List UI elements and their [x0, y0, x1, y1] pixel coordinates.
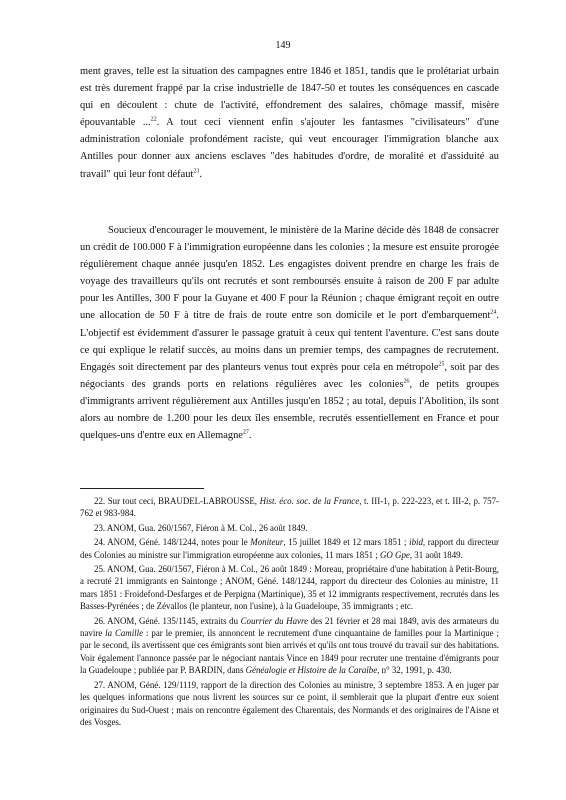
paragraph-text: . A tout ceci viennent enfin s'ajouter les fantasmes "civilisateurs" d'une administration coloniale profondément raciste, qui veut encourager l'immigration blanche aux Antilles pour donner aux anciens esclaves "des habitudes d'ordre, de moralité et d'assiduité au travail" qui leur font défaut: [80, 117, 499, 180]
footnote-text: , 15 juillet 1849 et 12 mars 1851 ;: [283, 537, 410, 548]
footnote-ref-25[interactable]: 25: [438, 361, 445, 368]
footnote-23: 23. ANOM, Gua. 260/1567, Fiéron à M. Col., 26 août 1849.: [94, 522, 308, 533]
footnote-text: , t. III-1, p. 222-223, et t. III-2, p. 757-762 et 983-984.: [80, 496, 499, 519]
page-number: 149: [275, 40, 291, 51]
body-paragraph-2: [80, 222, 499, 444]
paragraph-text: .: [248, 430, 252, 442]
footnotes: [80, 495, 499, 730]
footnote-ref-27[interactable]: 27: [242, 429, 249, 436]
footnote-25: 25. ANOM, Gua. 260/1567, Fiéron à M. Col., 26 août 1849 : Moreau, propriétaire d'une habitation à Petit-Bourg, a recruté 21 immigrants en Saintonge ; ANOM, Géné. 148/1244, rapport du directeur des Colonies au ministre, 11 mars 1851 : Froidefond-Desfarges et de Perpigna (Martinique), 35 et 12 immigrants respectivement, recrutés dans les Basses-Pyrénées ; de Zévallos (le planteur, non l'usine), à la Guadeloupe, 35 immigrants ; etc.: [80, 564, 499, 612]
footnote-italic: Courrier du Havre: [240, 615, 309, 626]
footnote-text: 24. ANOM, Géné. 148/1244, notes pour le: [94, 537, 251, 548]
footnote-separator: [80, 488, 204, 489]
footnote-26: [80, 615, 499, 677]
footnote-italic: la Camille: [105, 628, 144, 639]
footnote-text: des 21 février et 28 mai 1849, avis des armateurs du navire: [80, 615, 499, 639]
footnote-ref-26[interactable]: 26: [403, 378, 410, 385]
footnote-text: , rapport du directeur des Colonies au ministre sur l'immigration européenne aux colonies, 11 mars 1851 ;: [80, 537, 500, 560]
footnote-text: , n° 32, 1991, p. 430.: [377, 665, 452, 676]
paragraph-text: , de petits groupes d'immigrants arrivent régulièrement aux Antilles jusqu'en 1852 ; au total, depuis l'Abolition, ils sont alors au nombre de 1.200 pour les deux îles ensemble, recrutés essentiellement en France et pour quelques-uns d'entre eux en Allemagne: [80, 378, 499, 442]
footnote-22: [80, 495, 499, 520]
body-paragraph-1: [80, 63, 499, 183]
paragraph-text: , soit par des négociants des grands ports en relations régulières avec les colonies: [80, 361, 499, 390]
footnote-27: 27. ANOM, Géné. 129/1119, rapport de la direction des Colonies au ministre, 3 septembre 1853. A en juger par les quelques informations que nous livrent les sources sur ce point, il semblerait que la plupart d'entre eux soient originaires du Sud-Ouest ; mais on rencontre également des Charentais, des Normands et des originaires de l'Aisne et des Vosges.: [80, 679, 499, 727]
footnote-text: : par le premier, ils annoncent le recrutement d'une cinquantaine de familles pour la Martinique ; par le second, ils avertissent que ces émigrants sont bien arrivés et qu'ils ont tous trouvé du travail sur des habitations. Voir également l'annonce passée par le négociant nantais Vince en 1849 pour recruter une trentaine d'émigrants pour la Guadeloupe ; publiée par P. BARDIN, dans: [80, 628, 499, 676]
footnote-italic: Moniteur: [250, 537, 284, 548]
paragraph-text: .: [199, 168, 202, 180]
footnote-italic: ibid: [409, 537, 423, 548]
footnote-24: [80, 536, 499, 561]
footnote-ref-24[interactable]: 24: [490, 310, 497, 316]
footnote-ref-23[interactable]: 23: [193, 168, 200, 175]
footnote-text: 22. Sur tout ceci, BRAUDEL-LABROUSSE,: [94, 496, 260, 506]
paragraph-text: . L'objectif est évidemment d'assurer le passage gratuit à ceux qui tentent l'aventure. C'est sans doute ce qui explique le relatif succès, au moins dans un premier temps, des campagnes de recrutement. Engagés soit directement par des planteurs venus tout exprès pour cela en métropole: [80, 310, 499, 373]
footnote-italic: Hist. éco. soc. de la France: [259, 496, 360, 506]
footnote-ref-22[interactable]: 22: [150, 116, 157, 123]
footnote-italic: Généalogie et Histoire de la Caraïbe: [245, 665, 378, 676]
paragraph-text: Soucieux d'encourager le mouvement, le ministère de la Marine décide dès 1848 de consacrer un crédit de 100.000 F à l'immigration européenne dans les colonies ; la mesure est ensuite prorogée régulièrement chaque année jusqu'en 1852. Les engagistes doivent prendre en charge les frais de voyage des travailleurs qu'ils ont recrutés et sont remboursés ensuite à raison de 200 F par adulte pour les Antilles, 300 F pour la Guyane et 400 F pour la Réunion ; chaque émigrant reçoit en outre une allocation de 50 F à titre de frais de route entre son domicile et le port d'embarquement: [80, 225, 499, 322]
footnote-text: 26. ANOM, Géné. 135/1145, extraits du: [94, 615, 241, 626]
footnote-text: , 31 août 1849.: [409, 549, 463, 560]
paragraph-text: ment graves, telle est la situation des campagnes entre 1846 et 1851, tandis que le prolétariat urbain est très durement frappé par la crise industrielle de 1847-50 et toutes les conséquences en cascade qui en découlent : chute de l'activité, effondrement des salaires, chômage massif, misère épouvantable ...: [80, 66, 499, 129]
footnote-italic: GO Gpe: [380, 549, 410, 560]
